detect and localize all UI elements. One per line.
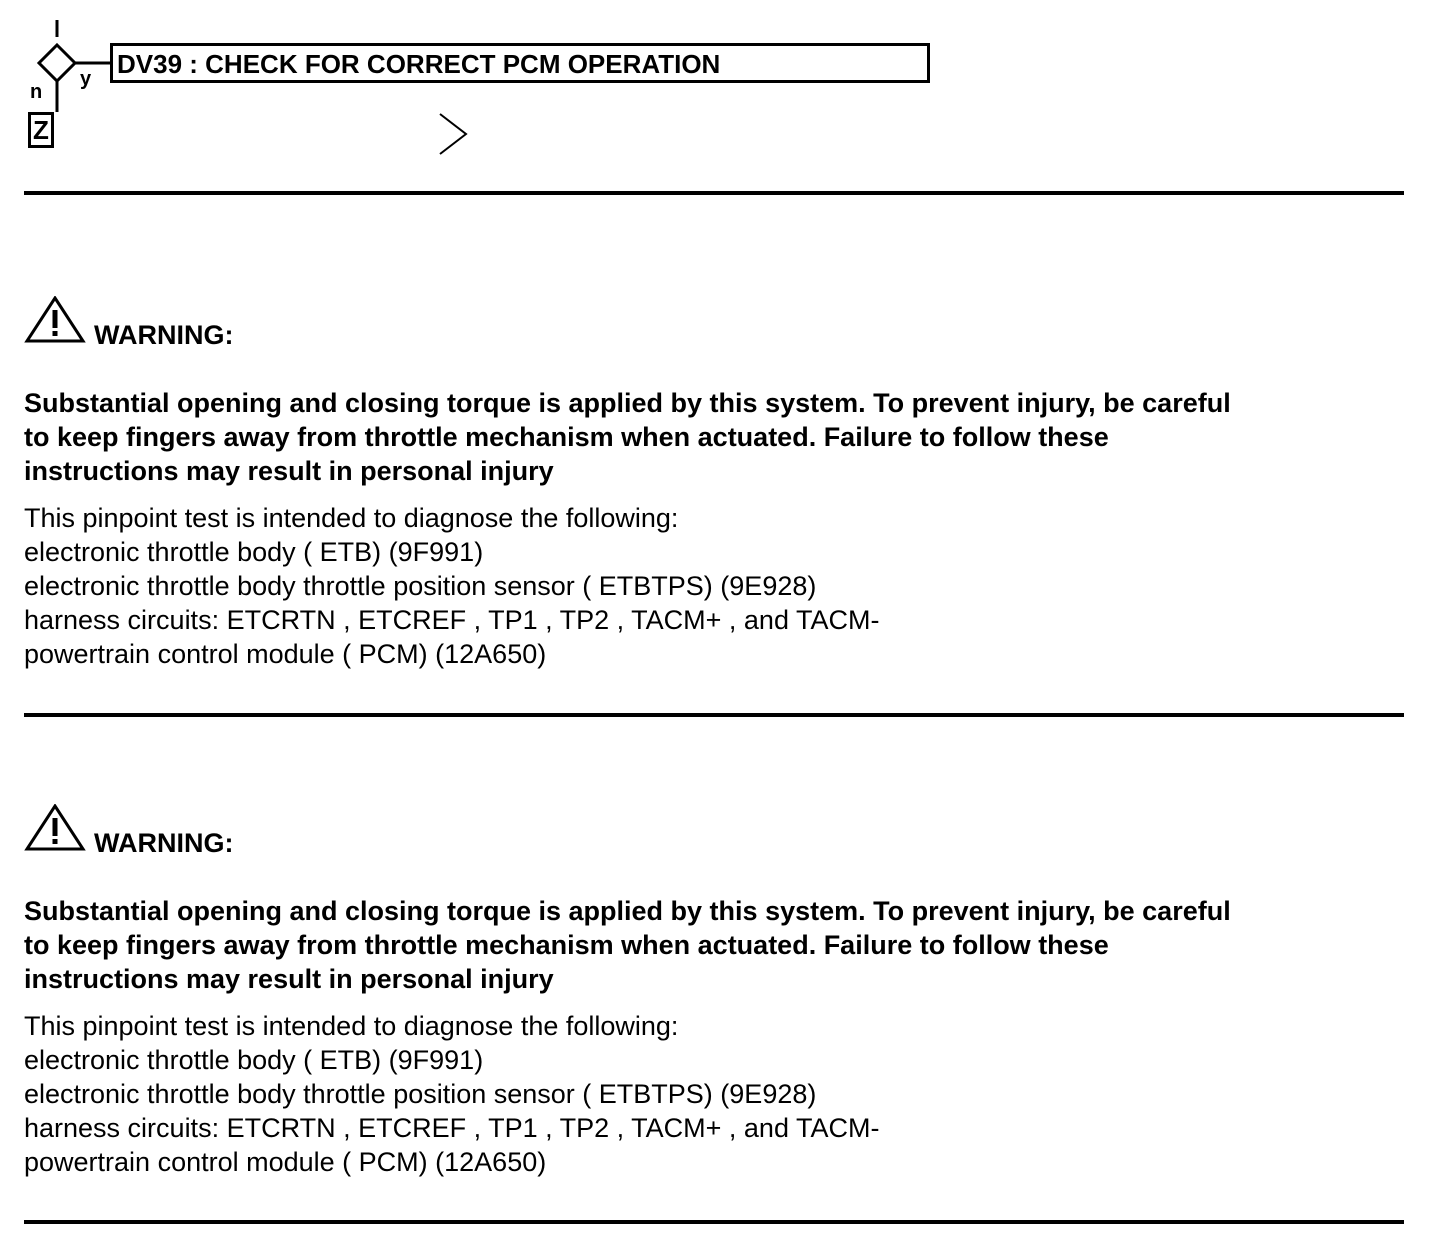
warning-line: to keep fingers away from throttle mechanism when actuated. Failure to follow these bbox=[24, 422, 1109, 452]
warning-section-1 bbox=[24, 296, 1414, 671]
step-title-box[interactable] bbox=[110, 43, 930, 83]
diagnosis-item: electronic throttle body ( ETB) (9F991) bbox=[24, 537, 484, 567]
step-title: DV39 : CHECK FOR CORRECT PCM OPERATION bbox=[117, 49, 721, 79]
yes-branch-label: y bbox=[80, 68, 92, 90]
diagnosis-item: harness circuits: ETCRTN , ETCREF , TP1 , TP2 , TACM+ , and TACM- bbox=[24, 605, 880, 635]
warning-line: instructions may result in personal injury bbox=[24, 456, 554, 486]
divider-2 bbox=[24, 713, 1404, 717]
diagnosis-list bbox=[24, 1009, 1414, 1179]
warning-section-2 bbox=[24, 804, 1414, 1179]
chevron-right-icon bbox=[440, 114, 466, 154]
warning-line: instructions may result in personal injury bbox=[24, 964, 554, 994]
divider-1 bbox=[24, 191, 1404, 195]
diagnosis-intro: This pinpoint test is intended to diagnose the following: bbox=[24, 503, 679, 533]
warning-text bbox=[24, 894, 1414, 996]
warning-header bbox=[24, 296, 1414, 348]
diagnosis-list bbox=[24, 501, 1414, 671]
no-branch-label: n bbox=[30, 81, 43, 103]
diagnosis-item: electronic throttle body ( ETB) (9F991) bbox=[24, 1045, 484, 1075]
warning-triangle-icon bbox=[24, 804, 86, 854]
warning-header bbox=[24, 804, 1414, 856]
diagnosis-item: harness circuits: ETCRTN , ETCREF , TP1 , TP2 , TACM+ , and TACM- bbox=[24, 1113, 880, 1143]
warning-line: Substantial opening and closing torque is applied by this system. To prevent injury, be careful bbox=[24, 388, 1231, 418]
warning-text bbox=[24, 386, 1414, 488]
flowchart-connector bbox=[0, 0, 1440, 200]
warning-triangle-icon bbox=[24, 296, 86, 346]
warning-label: WARNING: bbox=[94, 320, 234, 350]
diagnosis-item: electronic throttle body throttle position sensor ( ETBTPS) (9E928) bbox=[24, 1079, 817, 1109]
diagnosis-item: powertrain control module ( PCM) (12A650) bbox=[24, 639, 547, 669]
warning-label: WARNING: bbox=[94, 828, 234, 858]
divider-3 bbox=[24, 1220, 1404, 1224]
decision-diamond bbox=[39, 45, 75, 81]
warning-line: to keep fingers away from throttle mechanism when actuated. Failure to follow these bbox=[24, 930, 1109, 960]
no-branch-target[interactable]: Z bbox=[28, 112, 54, 148]
diagnosis-item: powertrain control module ( PCM) (12A650) bbox=[24, 1147, 547, 1177]
warning-line: Substantial opening and closing torque is applied by this system. To prevent injury, be careful bbox=[24, 896, 1231, 926]
diagnosis-item: electronic throttle body throttle position sensor ( ETBTPS) (9E928) bbox=[24, 571, 817, 601]
diagnosis-intro: This pinpoint test is intended to diagnose the following: bbox=[24, 1011, 679, 1041]
